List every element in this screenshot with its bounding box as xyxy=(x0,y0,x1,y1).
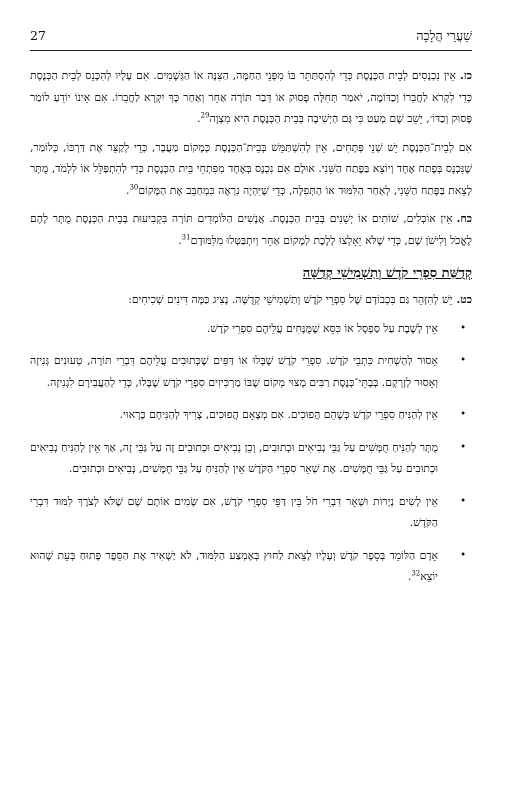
paragraph-text: אִם לְבֵית־הַכְּנֶסֶת יֵשׁ שְׁנֵי פְּתָחִים, אֵין לְהִשְׁתַּמֵּשׁ בְּבֵית־הַכְּנֶסֶת כְּמָקוֹם מַעֲבָר, כְּדֵי לְקַצֵּר אֶת דַּרְכּוֹ, כְּלוֹמַר, שֶׁנִּכְנָס בְּפֶתַח אֶחָד וְיוֹצֵא בַּפֶּתַח הַשֵּׁנִי. אוּלָם אִם נִכְנָס בְּאֶחָד מִפִּתְחֵי בֵּית הַכְּנֶסֶת כְּדֵי לְהִתְפַּלֵּל אוֹ לִלְמֹד, מֻתָּר לָצֵאת בַּפֶּתַח הַשֵּׁנִי, לְאַחַר הַלִּמּוּד אוֹ הַתְּפִלָּה, כְּדֵי שֶׁיִּהְיֶה נִרְאֶה כִּמְחַבֵּב אֶת הַמָּקוֹם xyxy=(30,140,472,197)
paragraph-number: כח. xyxy=(456,212,472,225)
paragraph-text: אֵין נִכְנָסִים לְבֵית הַכְּנֶסֶת כְּדֵי לְהִסְתַּתֵּר בּוֹ מִפְּנֵי הַחַמָּה, הַצִּנָּה אוֹ הַגְּשָׁמִים. אִם עָלָיו לְהִכָּנֵס לְבֵית הַכְּנֶסֶת כְּדֵי לִקְרֹא לַחֲבֵרוֹ וְכַדּוֹמֶה, יֹאמַר תְּחִלָּה פָּסוּק אוֹ דְּבַר תּוֹרָה אַחֵר וְאַחַר כָּךְ יִקְרָא לַחֲבֵרוֹ. אִם אֵינוֹ יוֹדֵעַ לוֹמַר פָּסוּק וְכַדּוֹ׳, יֵשֵׁב שָׁם מְעַט כִּי גַּם הַיְשִׁיבָה בְּבֵית הַכְּנֶסֶת הִיא מִצְוָה xyxy=(30,69,472,125)
list-item xyxy=(30,404,472,426)
bullet-icon: • xyxy=(460,409,466,420)
paragraph-number: כז. xyxy=(459,69,472,82)
page-number: 27 xyxy=(30,28,46,43)
list-item xyxy=(30,350,472,393)
paragraph-28: כח.אֵין אוֹכְלִים, שׁוֹתִים אוֹ יְשֵׁנִים בְּבֵית הַכְּנֶסֶת. אֲנָשִׁים הַלּוֹמְדִים תּוֹרָה בִּקְבִיעוּת בְּבֵית הַכְּנֶסֶת מֻתָּר לָהֶם לֶאֱכֹל וְלִישֹׁן שָׁם, כְּדֵי שֶׁלֹּא יֵאָלְצוּ לָלֶכֶת לְמָקוֹם אַחֵר וְיִתְבַּטְּלוּ מִלִּמּוּדָם$^{31}$. xyxy=(30,212,472,247)
paragraph-29 xyxy=(30,289,472,311)
paragraph-text: אֵין אוֹכְלִים, שׁוֹתִים אוֹ יְשֵׁנִים בְּבֵית הַכְּנֶסֶת. אֲנָשִׁים הַלּוֹמְדִים תּוֹרָה בִּקְבִיעוּת בְּבֵית הַכְּנֶסֶת מֻתָּר לָהֶם לֶאֱכֹל וְלִישֹׁן שָׁם, כְּדֵי שֶׁלֹּא יֵאָלְצוּ לָלֶכֶת לְמָקוֹם אַחֵר וְיִתְבַּטְּלוּ מִלִּמּוּדָם xyxy=(30,212,472,247)
footnote-marker[interactable]: 32 xyxy=(411,569,421,578)
section-heading: קְדֻשַּׁת סִפְרֵי קֹדֶשׁ וְתַשְׁמִישֵׁי קְדֻשָּׁה xyxy=(302,266,472,281)
rule-text: אֵין לְהַנִּיחַ סִפְרֵי קֹדֶשׁ כְּשֶׁהֵם הֲפוּכִים. אִם מְצָאָם הֲפוּכִים, צָרִיךְ לְהַנִּיחָם כָּרָאוּי. xyxy=(119,408,438,421)
running-title: שַׁעֲרֵי הֲלָכָה xyxy=(416,28,472,43)
bullet-icon: • xyxy=(460,495,466,507)
rule-text: אֵין לָשִׂים נְיָרוֹת וּשְׁאָר דִּבְרֵי חֹל בֵּין דַּפֵּי סִפְרֵי קֹדֶשׁ, אִם שָׂמִים אוֹתָם שָׁם שֶׁלֹּא לְצֹרֶךְ לִמּוּד דִּבְרֵי הַקֹּדֶשׁ. xyxy=(30,494,438,529)
paragraph-text: יֵשׁ לְהִזָּהֵר גַּם בִּכְבוֹדָם שֶׁל סִפְרֵי קֹדֶשׁ וְתַשְׁמִישֵׁי קְדֻשָּׁה. נָצִיג כַּמָּה דִּינִים שְׁכִיחִים: xyxy=(128,293,453,306)
rule-text: אָדָם הַלּוֹמֵד בְּסֵפֶר קֹדֶשׁ וְעָלָיו לָצֵאת לַחוּץ בְּאֶמְצַע הַלִּמּוּד, לֹא יַשְׁאִיר אֶת הַסֵּפֶר פָּתוּחַ בְּעֵת שֶׁהוּא יוֹצֵא xyxy=(30,548,438,583)
rule-text: אֵין לָשֶׁבֶת עַל סַפְסָל אוֹ כִּסֵּא שֶׁמֻּנָּחִים עֲלֵיהֶם סִפְרֵי קֹדֶשׁ. xyxy=(206,321,438,335)
list-item xyxy=(30,491,472,534)
header-divider xyxy=(30,50,472,51)
footnote-marker[interactable]: 30 xyxy=(129,182,139,191)
list-item xyxy=(30,318,472,340)
paragraph-27: כז.אֵין נִכְנָסִים לְבֵית הַכְּנֶסֶת כְּדֵי לְהִסְתַּתֵּר בּוֹ מִפְּנֵי הַחַמָּה, הַצִּנָּה אוֹ הַגְּשָׁמִים. אִם עָלָיו לְהִכָּנֵס לְבֵית הַכְּנֶסֶת כְּדֵי לִקְרֹא לַחֲבֵרוֹ וְכַדּוֹמֶה, יֹאמַר תְּחִלָּה פָּסוּק אוֹ דְּבַר תּוֹרָה אַחֵר וְאַחַר כָּךְ יִקְרָא לַחֲבֵרוֹ. אִם אֵינוֹ יוֹדֵעַ לוֹמַר פָּסוּק וְכַדּוֹ׳, יֵשֵׁב שָׁם מְעַט כִּי גַּם הַיְשִׁיבָה בְּבֵית הַכְּנֶסֶת הִיא מִצְוָה$^{29}$. xyxy=(30,69,472,125)
paragraph-number: כט. xyxy=(456,293,472,306)
list-item: • אָדָם הַלּוֹמֵד בְּסֵפֶר קֹדֶשׁ וְעָלָיו לָצֵאת לַחוּץ בְּאֶמְצַע הַלִּמּוּד, לֹא יַשְׁאִיר אֶת הַסֵּפֶר פָּתוּחַ בְּעֵת שֶׁהוּא יוֹצֵא$^{32}$. xyxy=(30,545,472,588)
rule-text: אָסוּר לְהַשְׁחִית כִּתְבֵי קֹדֶשׁ. סִפְרֵי קֹדֶשׁ שֶׁבָּלוּ אוֹ דַּפִּים שֶׁכְּתוּבִים עֲלֵיהֶם דִּבְרֵי תּוֹרָה, טְעוּנִים גְּנִיזָה וְאָסוּר לְזָרְקָם. בְּבָתֵּי־כְּנֶסֶת רַבִּים מָצוּי מְקוֹם שֶׁבּוֹ מַרְכִּיזִים סִפְרֵי קֹדֶשׁ שֶׁבָּלוּ, כְּדֵי לְהַעֲבִירָם לִגְנִיזָה. xyxy=(30,354,438,389)
page-header xyxy=(30,28,472,44)
bullet-icon: • xyxy=(460,441,466,453)
page-body xyxy=(30,65,472,588)
list-item xyxy=(30,437,472,480)
bullet-icon: • xyxy=(460,322,466,334)
footnote-marker[interactable]: 31 xyxy=(181,232,191,241)
rules-list xyxy=(30,318,472,588)
rule-text: מֻתָּר לְהַנִּיחַ חֻמָּשִׁים עַל גַּבֵּי נְבִיאִים וּכְתוּבִים, וְכֵן נְבִיאִים וּכְתוּבִים זֶה עַל גַּבֵּי זֶה, אַךְ אֵין לְהַנִּיחַ נְבִיאִים וּכְתוּבִים עַל גַּבֵּי חֻמָּשִׁים. אֶת שְׁאָר סִפְרֵי הַקֹּדֶשׁ אֵין לְהַנִּיחַ עַל גַּבֵּי חֻמָּשִׁים, נְבִיאִים וּכְתוּבִים. xyxy=(30,440,438,475)
paragraph-27-continued: אִם לְבֵית־הַכְּנֶסֶת יֵשׁ שְׁנֵי פְּתָחִים, אֵין לְהִשְׁתַּמֵּשׁ בְּבֵית־הַכְּנֶסֶת כְּמָקוֹם מַעֲבָר, כְּדֵי לְקַצֵּר אֶת דַּרְכּוֹ, כְּלוֹמַר, שֶׁנִּכְנָס בְּפֶתַח אֶחָד וְיוֹצֵא בַּפֶּתַח הַשֵּׁנִי. אוּלָם אִם נִכְנָס בְּאֶחָד מִפִּתְחֵי בֵּית הַכְּנֶסֶת כְּדֵי לְהִתְפַּלֵּל אוֹ לִלְמֹד, מֻתָּר לָצֵאת בַּפֶּתַח הַשֵּׁנִי, לְאַחַר הַלִּמּוּד אוֹ הַתְּפִלָּה, כְּדֵי שֶׁיִּהְיֶה נִרְאֶה כִּמְחַבֵּב אֶת הַמָּקוֹם$^{30}$. xyxy=(30,140,472,197)
footnote-marker[interactable]: 29 xyxy=(200,111,210,120)
bullet-icon: • xyxy=(460,355,466,366)
bullet-icon: • xyxy=(460,549,466,561)
